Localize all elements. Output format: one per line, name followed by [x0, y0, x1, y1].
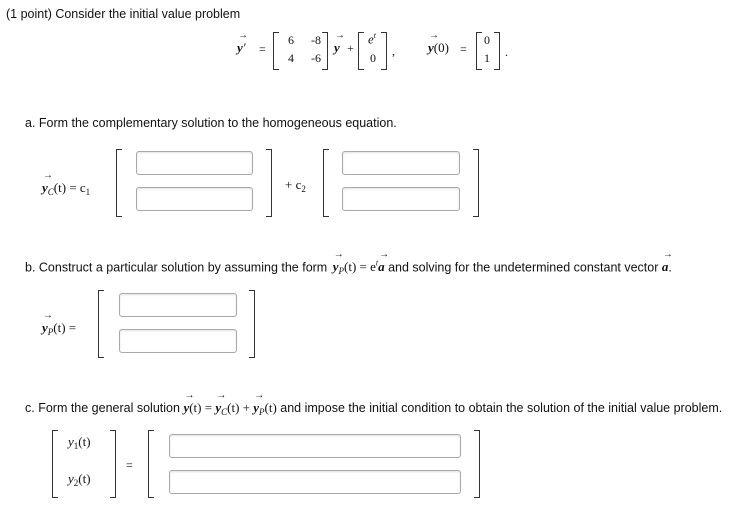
part-c-rhs-right-bracket [474, 430, 480, 498]
part-a-v2-left-bracket [323, 149, 329, 217]
part-c-rhs-left-bracket [148, 430, 154, 498]
part-a-v2-bottom-input[interactable] [342, 187, 460, 211]
matrix-a-11: 6 [288, 33, 294, 47]
matrix-a-22: -6 [311, 51, 321, 65]
part-a-v1-top-input[interactable] [136, 151, 253, 175]
part-b-bottom-input[interactable] [119, 329, 237, 353]
part-c-lhs-right-bracket [110, 430, 116, 498]
equals-sign: = [259, 42, 266, 56]
part-b-right-bracket [249, 290, 255, 358]
part-b-left-bracket [98, 290, 104, 358]
part-b-lhs: → $y_P(t)$ = [42, 320, 76, 336]
comma: , [392, 44, 395, 58]
matrix-a-21: 4 [288, 51, 294, 65]
forcing-right-bracket [381, 32, 387, 70]
part-c-y1-input[interactable] [169, 434, 461, 458]
forcing-left-bracket [358, 32, 364, 70]
general-solution-form: → y(t) = → $y_C(t)$ + → $y_P(t)$ [183, 400, 276, 415]
y-vector-mid: → y [334, 40, 340, 56]
y-vector-lhs: → y′ [237, 40, 246, 56]
part-a-prompt: a. Form the complementary solution to the homogeneous equation. [25, 116, 397, 130]
forcing-bottom: 0 [370, 51, 376, 65]
matrix-a-12: -8 [311, 33, 321, 47]
part-c-equals: = [126, 458, 133, 472]
ic-equals-sign: = [460, 42, 467, 56]
part-b-prompt: b. Construct a particular solution by assuming the form → $y_P(t) = e^t\to a$ and solving for the undetermined constant vector → a. [25, 259, 672, 275]
period: . [505, 45, 508, 59]
particular-form: → $y_P(t) = e^t\to a$ [333, 259, 385, 274]
part-c-prompt: c. Form the general solution → y(t) = → $y_C(t)$ + → $y_P(t)$ and impose the initial condition to obtain the solution of the initial value problem. [25, 400, 722, 416]
y2-of-t: $y_2(t)$ [68, 471, 91, 488]
ic-top: 0 [484, 33, 490, 47]
part-a-lhs: → $y_C(t) = c_1$ [42, 180, 90, 196]
part-a-v1-left-bracket [116, 149, 122, 217]
part-a-v2-right-bracket [473, 149, 479, 217]
part-a-plus-c2: + $c_2$ [285, 177, 306, 194]
part-a-v2-top-input[interactable] [342, 151, 460, 175]
y1-of-t: $y_1(t)$ [68, 434, 91, 451]
problem-header: (1 point) Consider the initial value problem [6, 7, 241, 21]
ic-right-bracket [494, 32, 500, 70]
part-b-top-input[interactable] [119, 293, 237, 317]
plus-sign: + [347, 41, 354, 55]
part-c-y2-input[interactable] [169, 470, 461, 494]
ic-left-bracket [476, 32, 482, 70]
ic-bottom: 1 [484, 51, 490, 65]
part-c-lhs-left-bracket [52, 430, 58, 498]
part-a-v1-bottom-input[interactable] [136, 187, 253, 211]
part-a-v1-right-bracket [266, 149, 272, 217]
forcing-top: $e^t$ [368, 31, 377, 47]
constant-vector-a: → a [662, 259, 669, 274]
initial-condition-lhs: → y(0) [428, 40, 449, 56]
matrix-a-right-bracket [322, 32, 328, 70]
